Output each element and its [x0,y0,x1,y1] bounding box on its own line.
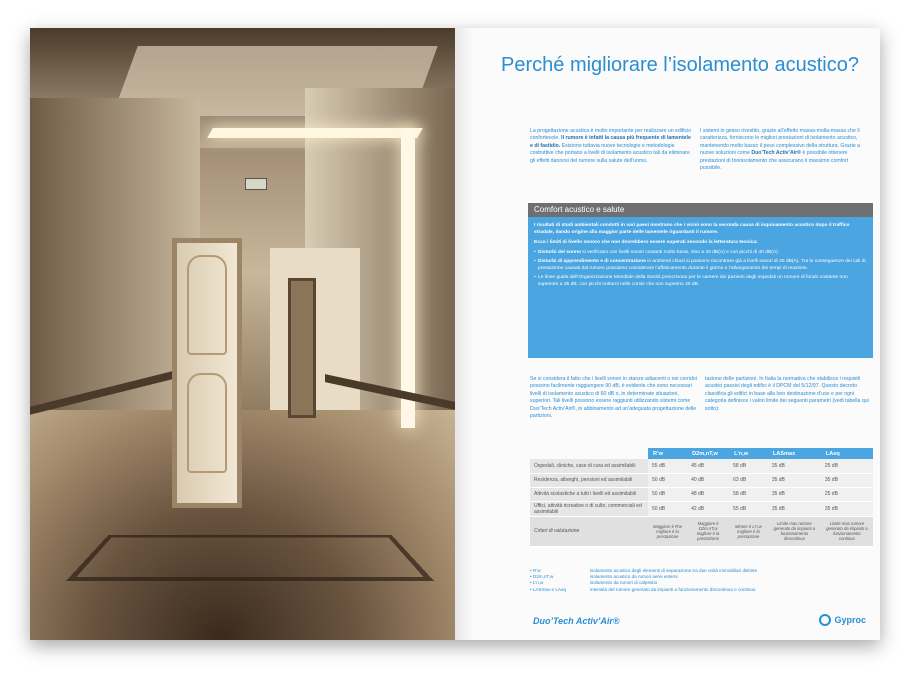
table-row [530,501,873,516]
list-item [534,274,867,288]
body-column-2: tazione delle partizioni. In Italia la normativa che stabilisce i requisiti acustici passivi degli edifici è il DPCM del 5/12/97. Questo decreto classifica gli edifici in base alla loro destinazione d’uso e per ogni categoria definisce i valori limite dei seguenti parametri (vedi tabella qui sotto): [705,376,869,412]
table-cell: 40 dB [687,473,729,487]
table-row [530,473,873,487]
list-item-text: si verificano con livelli sonori costanti molto bassi, sino a 30 dB(A) e con picchi di 40 dB(A) [582,250,778,255]
intro-bold: Il rumore è infatti la causa più frequente di lamentele e di fastidio. [530,135,691,149]
table-cell: 35 dB [768,459,821,473]
table-cell: 55 dB [648,459,687,473]
exit-sign-icon [245,178,267,190]
intro-column-2 [700,128,865,172]
criteria-cell: Limite max rumore generato da impianti a funzionamento continuo [821,516,873,546]
table-cell: 45 dB [687,459,729,473]
table-header: D2m,nT,w [687,448,729,459]
legend-text: isolamento da rumori di calpestio [590,580,658,586]
list-item [534,249,867,256]
list-item-text: in ambienti chiusi si possono riscontrare già a livelli sonori di 40 dB(A). Tra le conseguenze dei cali di prestazione causati dal rumore possiamo considerare l’affaticamento durante il giorno e l’allungamento dei tempi di reazione. [538,259,866,271]
legend-text: isolamento acustico da rumori aerei esterni [590,574,678,580]
legend-key: • R’w [530,568,541,573]
table-cell: 58 dB [729,459,768,473]
table-header: L’n,w [729,448,768,459]
duotech-logo: Duo’Tech Activ’Air® [533,616,620,626]
parameters-table [530,448,873,547]
list-item-bold: Disturbi di apprendimento e di concentrazione [538,259,646,264]
table-header-row [530,448,873,459]
row-label: Attività scolastiche a tutti i livelli ed assimilabili [530,487,648,501]
criteria-cell: Limite max rumore generato da impianti a funzionamento discontinuo [768,516,821,546]
photo-floor [30,410,455,640]
table-header: R’w [648,448,687,459]
intro-text: è possibile ottenere prestazioni di fonoisolamento che assicurano il massimo comfort possibile. [700,150,849,172]
criteria-label: Criteri di valutazione [530,516,648,546]
legend-key: • L’n,w [530,580,544,586]
table-row [530,487,873,501]
table-cell: 50 dB [648,501,687,516]
photo-ceiling-light [207,128,423,138]
table-cell: 25 dB [821,459,873,473]
gyproc-logo [819,614,866,626]
row-label: Uffici, attività ricreative o di culto, commerciali ed assimilabili [530,501,648,516]
table-header: LAeq [821,448,873,459]
criteria-row [530,516,873,546]
table-cell: 42 dB [687,501,729,516]
list-item-text: Le linee guida dell’Organizzazione Mondiale della Sanità prescrivono per le camere dei pazienti degli ospedali un rumore di fondo costante non superiore a 35 dB, con picchi notturni nelle corsie che non superino 40 dB. [538,275,848,287]
table-cell: 35 dB [768,487,821,501]
criteria-cell: Maggiore è R’w migliore è la prestazione [648,516,687,546]
table-cell: 50 dB [648,473,687,487]
table-cell: 35 dB [821,501,873,516]
comfort-box-heading: Comfort acustico e salute [528,203,873,217]
comfort-box-body [528,217,873,295]
table-cell: 25 dB [821,487,873,501]
intro-text: Esistono tuttavia nuove tecnologie e metodologie costruttive che portano a livelli di isolamento acustico tali da eliminare gli effetti dannosi del rumore sulla salute dell’uomo. [530,142,690,164]
door-panel-lower [187,373,227,473]
intro-column-1 [530,128,695,165]
gyproc-logo-text: Gyproc [834,615,866,625]
legend-key: • LASmax e LAeq [530,586,567,592]
table-cell: 63 dB [729,473,768,487]
row-label: Residenza, alberghi, pensioni ed assimilabili [530,473,648,487]
photo-floor-band [66,535,434,581]
intro-text: La progettazione acustica è molto importante per realizzare un edificio confortevole. [530,128,692,142]
table-legend [530,568,870,593]
list-item [534,258,867,272]
criteria-cell: Minore è L’n,w migliore è la prestazione [729,516,768,546]
comfort-box [528,203,873,358]
table-row [530,459,873,473]
photo-door [172,238,242,508]
page-title: Perché migliorare l’isolamento acustico? [501,54,859,76]
intro-text: I sistemi in gesso rivestito, grazie all’effetto massa-molla-massa che li caratterizza, forniscono le migliori prestazioni di isolamento acustico, mantenendo molto basso il peso complessivo della struttura. Grazie a nuove soluzioni come [700,128,861,157]
table-cell: 50 dB [648,487,687,501]
row-label: Ospedali, cliniche, case di cura ed assimilabili [530,459,648,473]
table-cell: 35 dB [768,501,821,516]
legend-text: isolamento acustico degli elementi di separazione tra due unità immobiliari distinte [590,568,757,573]
comfort-box-list [534,249,867,288]
legend-key: • D2m,nT,w [530,574,554,580]
body-column-1: Se si considera il fatto che i livelli sonori in stanze adiacenti o nei corridoi possono facilmente raggiungere 90 dB, è evidente che sono necessari livelli di isolamento acustico di 60 dB o, in determinate situazioni, superiori. Tali livelli possono essere raggiunti utilizzando sistemi come Duo’Tech Activ’Air®, in abbinamento ad un’adeguata progettazione delle partizioni. [530,376,697,420]
legend-row [530,587,870,593]
table-cell: 55 dB [729,501,768,516]
intro-bold: Duo’Tech Activ’Air® [751,150,801,157]
comfort-box-lead: I risultati di studi ambientali condotti in vari paesi mostrano che i vicini sono la seconda causa di inquinamento acustico dopo il traffico stradale, dando origine alla maggior parte delle lamentele riguardanti il rumore. [534,223,850,235]
table-cell: 58 dB [729,487,768,501]
right-page [455,28,880,640]
hallway-photo [30,28,455,640]
photo-door-far [288,278,316,418]
legend-text: intensità del rumore generato da impianti a funzionamento discontinuo e continuo [590,586,756,592]
photo-wall-light [401,128,415,428]
door-panel-upper [187,255,227,355]
criteria-cell: Maggiore è D2m,nT,w migliore è la prestazione [687,516,729,546]
list-item-bold: Disturbi del sonno [538,250,581,255]
brochure-spread [30,28,880,640]
table-cell: 35 dB [821,473,873,487]
table-cell: 35 dB [768,473,821,487]
comfort-box-limits: Ecco i limiti di livello sonoro che non dovrebbero essere superati secondo la letteratura tecnica: [534,240,758,245]
table-cell: 48 dB [687,487,729,501]
table-header: LASmax [768,448,821,459]
gyproc-logo-icon [819,614,831,626]
